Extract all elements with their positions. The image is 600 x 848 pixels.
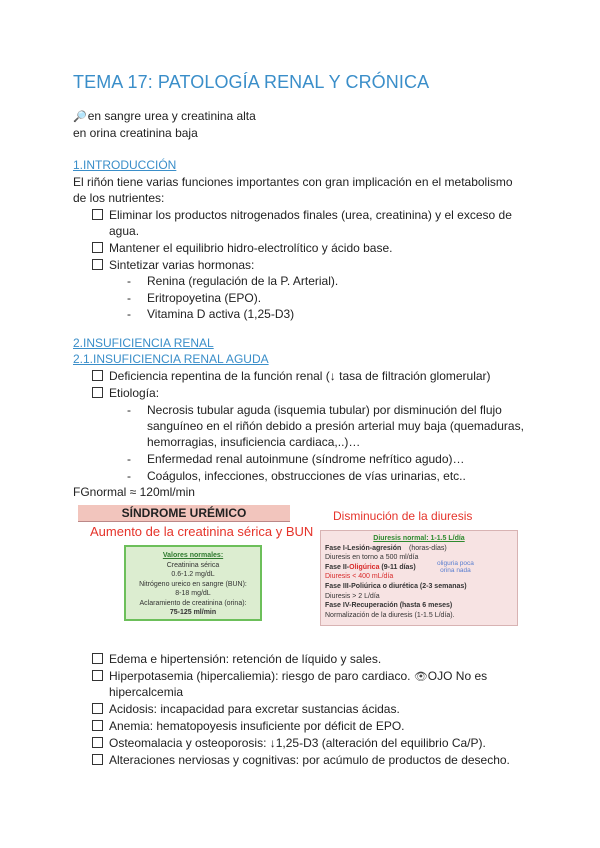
list-item: Anemia: hematopoyesis insuficiente por déficit de EPO. — [92, 718, 405, 734]
sub-list-item-continuation: sanguíneo en el riñón debido a presión arterial muy baja (quemaduras, — [147, 419, 524, 433]
list-item: Mantener el equilibrio hidro-electrolítico y ácido base. — [92, 240, 392, 256]
list-item: Acidosis: incapacidad para excretar sustancias ácidas. — [92, 701, 400, 717]
uremic-syndrome-header: SÍNDROME URÉMICO — [78, 505, 290, 522]
checkbox-icon — [92, 259, 103, 270]
list-item: Deficiencia repentina de la función renal (↓ tasa de filtración glomerular) — [92, 368, 491, 384]
checkbox-icon — [92, 209, 103, 220]
list-item: Alteraciones nerviosas y cognitivas: por acúmulo de productos de desecho. — [92, 752, 510, 768]
list-item-continuation: agua. — [109, 224, 140, 238]
eye-icon: 👁 — [413, 671, 428, 683]
checkbox-icon — [92, 670, 103, 681]
sub-list-item: - Coágulos, infecciones, obstrucciones de vías urinarias, etc.. — [127, 469, 466, 483]
list-item-continuation: hipercalcemia — [109, 685, 184, 699]
checkbox-icon — [92, 737, 103, 748]
list-item: Hiperpotasemia (hipercaliemia): riesgo de paro cardiaco. 👁OJO No es — [92, 668, 487, 685]
checkbox-icon — [92, 370, 103, 381]
checkbox-icon — [92, 703, 103, 714]
sub-list-item: - Vitamina D activa (1,25-D3) — [127, 307, 295, 321]
diuresis-title: Disminución de la diuresis — [333, 509, 473, 523]
list-item: Sintetizar varias hormonas: — [92, 257, 254, 273]
list-item: Osteomalacia y osteoporosis: ↓1,25-D3 (alteración del equilibrio Ca/P). — [92, 735, 486, 751]
checkbox-icon — [92, 387, 103, 398]
intro-line-1: 🔎en sangre urea y creatinina alta — [73, 109, 256, 123]
list-item: Edema e hipertensión: retención de líquido y sales. — [92, 651, 381, 667]
sub-list-item: - Enfermedad renal autoinmune (síndrome nefrítico agudo)… — [127, 452, 465, 466]
page-title: TEMA 17: PATOLOGÍA RENAL Y CRÓNICA — [73, 72, 430, 92]
checkbox-icon — [92, 754, 103, 765]
checkbox-icon — [92, 653, 103, 664]
section-heading-insuficiencia-renal: 2.INSUFICIENCIA RENAL — [73, 336, 214, 350]
diuresis-phases-box: Diuresis normal: 1-1.5 L/día Fase I-Lesión-agresión (horas-días) Diuresis en torno a 500 ml/día Fase II-Oligúrica (9-11 días) Diuresis < 400 mL/día Fase III-Poliúrica o diurética (2-3 semanas) Diuresis > 2 L/día Fase IV-Recuperación (hasta 6 meses) Normalización de la diuresis (1-1.5 L/día). oliguria poca orina nada — [320, 530, 518, 626]
list-item: Eliminar los productos nitrogenados finales (urea, creatinina) y el exceso de — [92, 207, 512, 223]
intro-paragraph-line-1: El riñón tiene varias funciones importantes con gran implicación en el metabolismo — [73, 175, 513, 189]
sub-list-item: - Necrosis tubular aguda (isquemia tubular) por disminución del flujo — [127, 403, 502, 417]
checkbox-icon — [92, 242, 103, 253]
fg-normal: FGnormal ≈ 120ml/min — [73, 485, 195, 499]
sub-list-item: - Eritropoyetina (EPO). — [127, 291, 262, 305]
normal-values-box: Valores normales: Creatinina sérica 0.6-1.2 mg/dL Nitrógeno ureico en sangre (BUN): 8-18 mg/dL Aclaramiento de creatinina (orina): 75-125 ml/min — [124, 545, 262, 621]
magnifier-icon: 🔎 — [73, 111, 87, 123]
checkbox-icon — [92, 720, 103, 731]
uremic-syndrome-subtitle: Aumento de la creatinina sérica y BUN — [90, 524, 314, 539]
intro-paragraph-line-2: de los nutrientes: — [73, 191, 165, 205]
sub-list-item: - Renina (regulación de la P. Arterial). — [127, 274, 339, 288]
intro-line-2: en orina creatinina baja — [73, 126, 198, 140]
sub-list-item-continuation: hemorragias, insuficiencia cardiaca,..)… — [147, 435, 361, 449]
section-heading-introduccion: 1.INTRODUCCIÓN — [73, 158, 177, 172]
oliguria-note: oliguria poca orina nada — [437, 560, 474, 574]
section-subheading-ira: 2.1.INSUFICIENCIA RENAL AGUDA — [73, 352, 269, 366]
list-item: Etiología: — [92, 385, 159, 401]
